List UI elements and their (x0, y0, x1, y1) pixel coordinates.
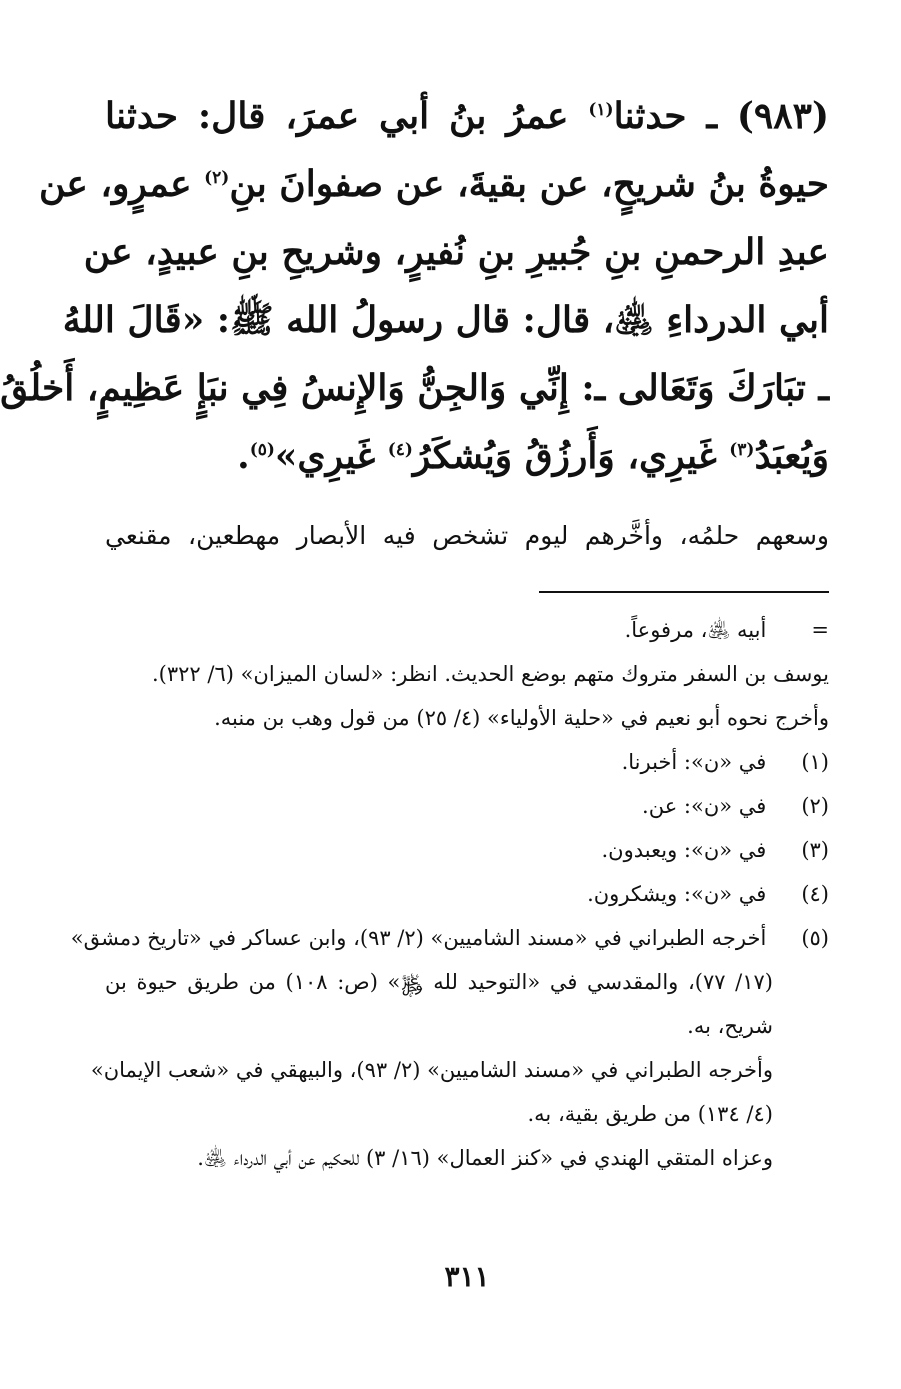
continuation-line: وسعهم حلمُه، وأخَّرهم ليوم تشخص فيه الأبصار مهطعين، مقنعي (105, 521, 829, 550)
hadith-line-3: عبدِ الرحمنِ بنِ جُبيرِ بنِ نُفيرٍ، وشريحِ بنِ عبيدٍ، عن (83, 231, 829, 273)
footnote-5-line-6: وعزاه المتقي الهندي في «كنز العمال» (١٦/ ٣) للحكيم عن أبي الدرداء ﵁. (197, 1146, 773, 1170)
footnote-3 (105, 828, 829, 872)
carry-marker: = (811, 618, 829, 642)
footnote-1 (105, 740, 829, 784)
page-number: ٣١١ (444, 1260, 490, 1293)
footnote-2 (105, 784, 829, 828)
footnote-ref-1[interactable]: (١) (588, 100, 614, 120)
footnote-prev-line-1: يوسف بن السفر متروك متهم بوضع الحديث. انظر: «لسان الميزان» (٦/ ٣٢٢). (151, 662, 829, 686)
hadith-line-1: (٩٨٣) ـ حدثنا$^{(١)}$ عمرُ بنُ أبي عمرَ، قال: حدثنا (105, 95, 829, 137)
footnote-ref-4[interactable]: (٤) (387, 440, 413, 460)
footnote-text: في «ن»: أخبرنا. (621, 750, 767, 774)
hadith-line-2: حيوةُ بنُ شريحٍ، عن بقيةَ، عن صفوانَ بنِ$^{(٢)}$ عمرٍو، عن (38, 163, 829, 205)
footnote-ref-2[interactable]: (٢) (204, 168, 230, 188)
footnote-prev-line-2: وأخرج نحوه أبو نعيم في «حلية الأولياء» (٤/ ٢٥) من قول وهب بن منبه. (214, 706, 829, 730)
hadith-text (0, 82, 829, 560)
footnote-ref-3[interactable]: (٣) (729, 440, 755, 460)
footnote-text: في «ن»: عن. (642, 794, 767, 818)
footnote-text: أخرجه الطبراني في «مسند الشاميين» (٢/ ٩٣)، وابن عساكر في «تاريخ دمشق» (70, 926, 767, 950)
footnote-divider (539, 591, 829, 593)
footnote-5-line-1 (70, 916, 829, 960)
hadith-line-5: ـ تبَارَكَ وَتَعَالى ـ: إِنِّي وَالجِنُّ وَالإِنسُ فِي نبَإٍ عَظِيمٍ، أَخلُقُ (0, 367, 829, 409)
footnote-4 (105, 872, 829, 916)
hadith-line-4: أبي الدرداءِ ﵁، قال: قال رسولُ الله ﷺ: «قَالَ اللهُ (62, 299, 829, 341)
footnote-number: (٤) (801, 882, 829, 906)
footnote-number: (٥) (801, 926, 829, 950)
footnote-number: (١) (801, 750, 829, 774)
footnote-ref-5[interactable]: (٥) (249, 440, 275, 460)
carry-text: أبيه ﵁، مرفوعاً. (624, 618, 767, 642)
footnotes-section (70, 608, 829, 1180)
footnote-carry (105, 608, 829, 652)
footnote-5-line-2: (١٧/ ٧٧)، والمقدسي في «التوحيد لله ﷿» (ص: ١٠٨) من طريق حيوة بن (105, 970, 773, 994)
footnote-5-line-3: شريح، به. (687, 1014, 773, 1038)
footnote-5-line-4: وأخرجه الطبراني في «مسند الشاميين» (٢/ ٩٣)، والبيهقي في «شعب الإيمان» (90, 1058, 773, 1082)
footnote-number: (٣) (801, 838, 829, 862)
footnote-number: (٢) (801, 794, 829, 818)
footnote-text: في «ن»: ويعبدون. (601, 838, 767, 862)
footnote-text: في «ن»: ويشكرون. (587, 882, 767, 906)
hadith-line-6: وَيُعبَدُ$^{(٣)}$ غَيرِي، وَأَرزُقُ وَيُشكَرُ$^{(٤)}$ غَيرِي»$^{(٥)}$. (237, 435, 829, 477)
footnote-5-line-5: (٤/ ١٣٤) من طريق بقية، به. (527, 1102, 773, 1126)
